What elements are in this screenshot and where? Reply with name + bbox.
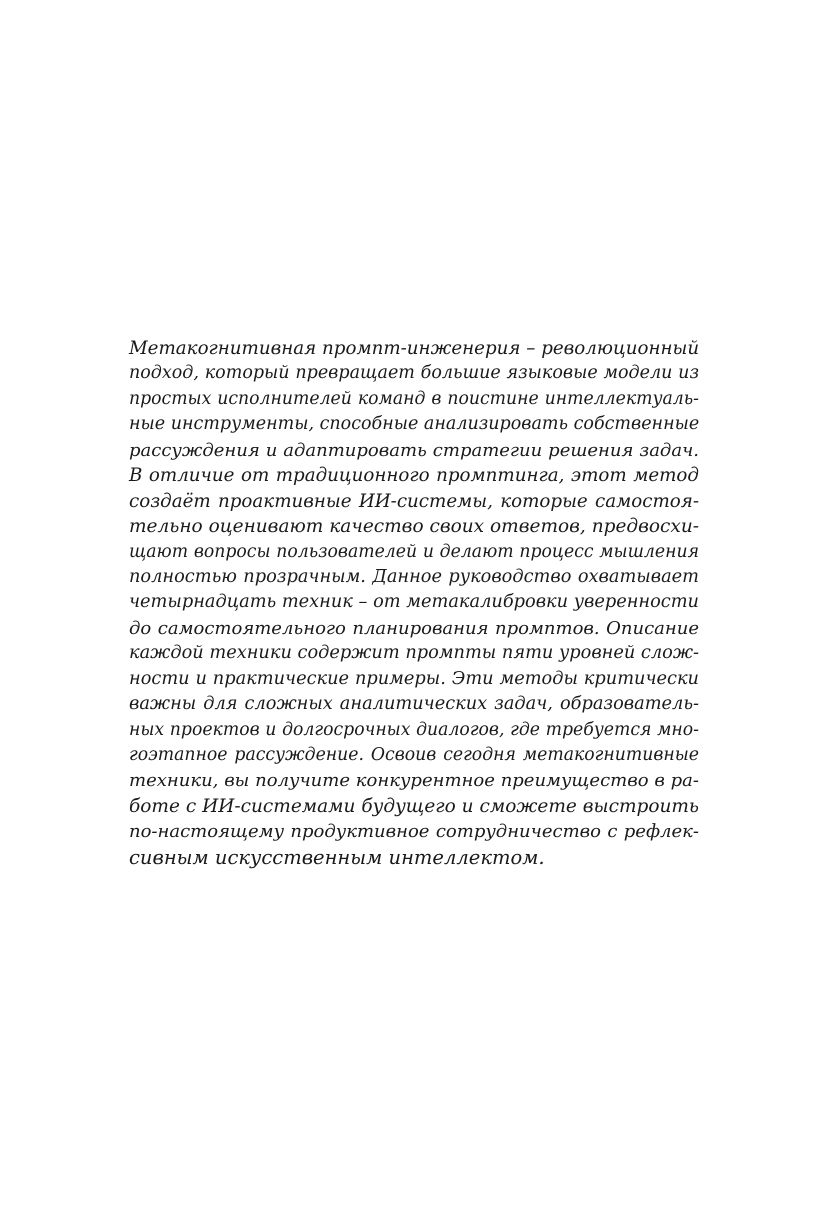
text-line: четырнадцать техник – от метакалибровки уверенности xyxy=(129,592,699,613)
body-paragraph xyxy=(129,336,699,870)
text-line-last: сивным искусственным интеллектом. xyxy=(129,845,545,869)
text-line: Метакогнитивная промпт-инженерия – революционный xyxy=(129,338,700,359)
text-line: простых исполнителей команд в поистине интеллектуаль- xyxy=(129,388,699,409)
text-line: ные инструменты, способные анализировать собственные xyxy=(129,414,700,435)
text-line: тельно оценивают качество своих ответов, предвосхи- xyxy=(129,516,699,538)
text-line: по-настоящему продуктивное сотрудничество с рефлек- xyxy=(129,821,699,843)
text-line: техники, вы получите конкурентное преимущество в ра- xyxy=(129,770,699,792)
text-line: ных проектов и долгосрочных диалогов, где требуется мно- xyxy=(129,719,699,740)
text-line: гоэтапное рассуждение. Освоив сегодня метакогнитивные xyxy=(129,745,699,765)
text-line: до самостоятельного планирования промптов. Описание xyxy=(129,617,699,639)
text-line: подход, который превращает большие языковые модели из xyxy=(129,363,699,384)
text-line: щают вопросы пользователей и делают процесс мышления xyxy=(129,541,699,562)
text-line: ности и практические примеры. Эти методы критически xyxy=(129,668,699,689)
text-line: боте с ИИ-системами будущего и сможете выстроить xyxy=(129,795,699,817)
text-line: создаёт проактивные ИИ-системы, которые самостоя- xyxy=(129,490,699,512)
text-line: В отличие от традиционного промптинга, этот метод xyxy=(129,465,699,487)
text-line: каждой техники содержит промпты пяти уровней слож- xyxy=(129,643,700,664)
text-line: полностью прозрачным. Данное руководство охватывает xyxy=(129,566,699,587)
text-line: рассуждения и адаптировать стратегии решения задач. xyxy=(129,439,699,461)
text-line: важны для сложных аналитических задач, образователь- xyxy=(129,694,699,715)
